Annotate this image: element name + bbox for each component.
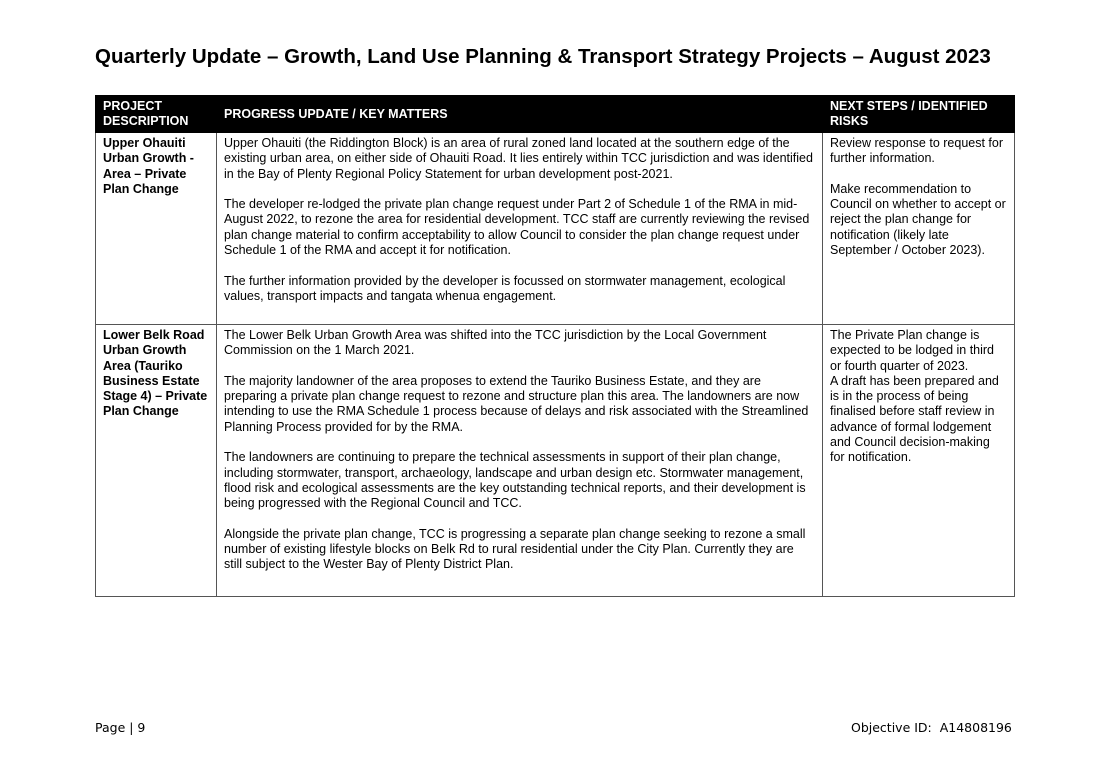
header-project-description: PROJECT DESCRIPTION xyxy=(96,96,217,133)
progress-paragraph: The further information provided by the developer is focussed on stormwater management, ecological values, transport impacts and tangata whenua engagement. xyxy=(224,273,786,303)
next-steps-cell xyxy=(823,325,1015,597)
progress-cell xyxy=(217,133,823,325)
table-header-row xyxy=(96,96,1015,133)
progress-paragraph: The majority landowner of the area proposes to extend the Tauriko Business Estate, and they are preparing a private plan change request to rezone and structure plan this area. The landowners are now intending to use the RMA Schedule 1 process because of delays and risk associated with the Streamlined Planning Process provided for by the RMA. xyxy=(224,373,809,434)
progress-cell xyxy=(217,325,823,597)
next-steps-cell xyxy=(823,133,1015,325)
objective-id: Objective ID: A14808196 xyxy=(851,720,1012,735)
next-steps-paragraph: A draft has been prepared and is in the process of being finalised before staff review in advance of formal lodgement and Council decision-making for notification. xyxy=(830,373,999,465)
next-steps-paragraph: Review response to request for further information. xyxy=(830,136,1004,166)
progress-paragraph: Upper Ohauiti (the Riddington Block) is an area of rural zoned land located at the southern edge of the existing urban area, on either side of Ohauiti Road. It lies entirely within TCC jurisdiction and was identified in the Bay of Plenty Regional Policy Statement for urban development post-2021. xyxy=(224,136,813,181)
next-steps-paragraph: Make recommendation to Council on whether to accept or reject the plan change for notification (likely late September / October 2023). xyxy=(830,181,1006,258)
projects-table xyxy=(95,95,1015,597)
progress-paragraph: The landowners are continuing to prepare the technical assessments in support of their plan change, including stormwater, transport, archaeology, landscape and urban design etc. Stormwater management, flood risk and ecological assessments are the key outstanding technical reports, and their development is being progressed with the Regional Council and TCC. xyxy=(224,450,806,511)
progress-paragraph: The Lower Belk Urban Growth Area was shifted into the TCC jurisdiction by the Local Government Commission on the 1 March 2021. xyxy=(224,328,767,358)
document-title: Quarterly Update – Growth, Land Use Planning & Transport Strategy Projects – August 2023 xyxy=(95,45,991,68)
header-progress-update: PROGRESS UPDATE / KEY MATTERS xyxy=(217,96,823,133)
progress-paragraph: The developer re-lodged the private plan change request under Part 2 of Schedule 1 of the RMA in mid-August 2022, to rezone the area for residential development. TCC staff are currently reviewing the revised plan change material to confirm acceptability to allow Council to consider the plan change request under Schedule 1 of the RMA and accept it for notification. xyxy=(224,197,810,258)
header-next-steps: NEXT STEPS / IDENTIFIED RISKS xyxy=(823,96,1015,133)
progress-paragraph: Alongside the private plan change, TCC is progressing a separate plan change seeking to rezone a small number of existing lifestyle blocks on Belk Rd to rural residential under the City Plan. Currently they are still subject to the Wester Bay of Plenty District Plan. xyxy=(224,526,806,572)
next-steps-paragraph: The Private Plan change is expected to be lodged in third or fourth quarter of 2023. xyxy=(830,328,995,373)
table-row xyxy=(96,325,1015,597)
project-description-cell: Lower Belk Road Urban Growth Area (Tauriko Business Estate Stage 4) – Private Plan Change xyxy=(96,325,217,597)
page-number: Page | 9 xyxy=(95,720,146,735)
table-row xyxy=(96,133,1015,325)
project-description-cell: Upper Ohauiti Urban Growth - Area – Private Plan Change xyxy=(96,133,217,325)
